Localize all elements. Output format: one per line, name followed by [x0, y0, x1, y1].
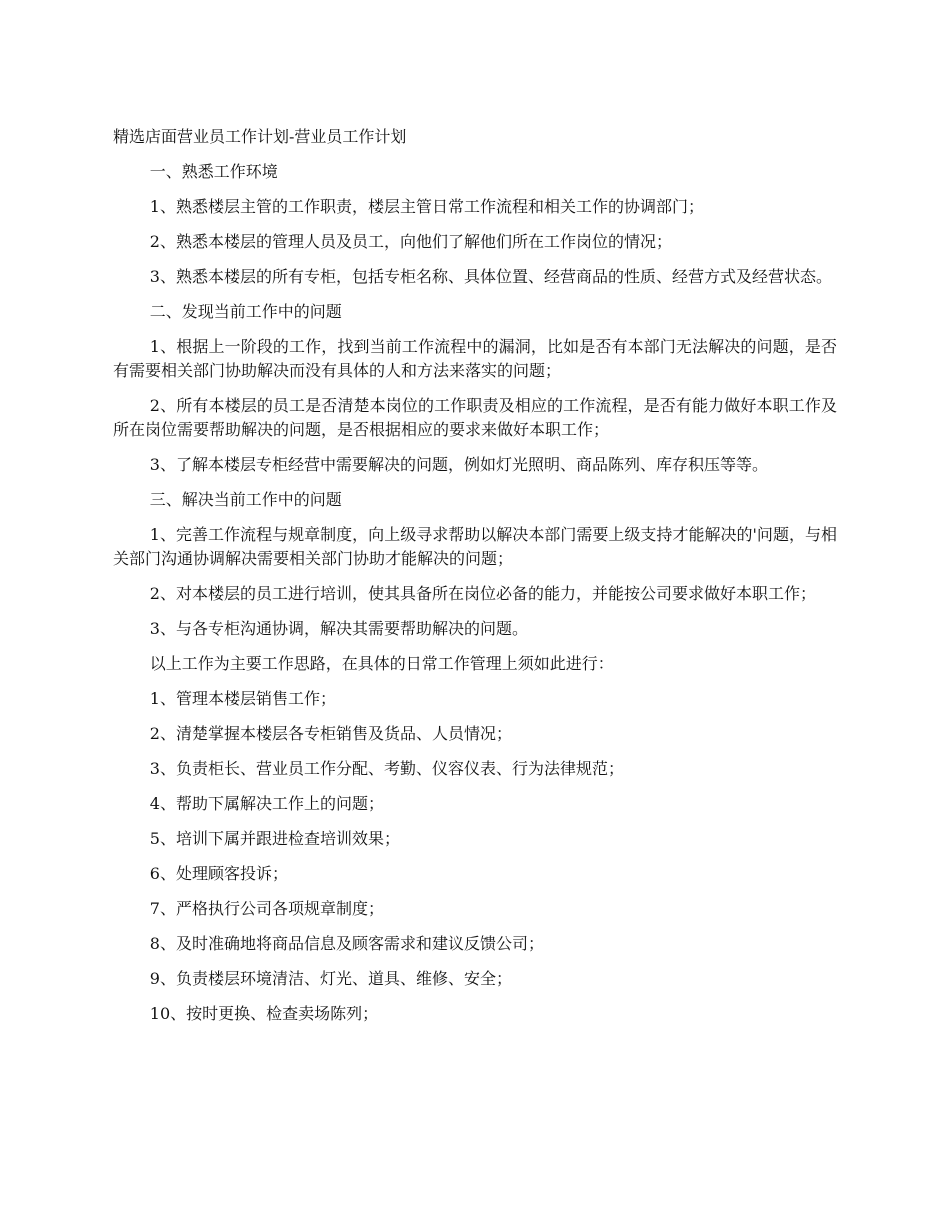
paragraph: 2、所有本楼层的员工是否清楚本岗位的工作职责及相应的工作流程，是否有能力做好本职工作及所在岗位需要帮助解决的问题，是否根据相应的要求来做好本职工作；	[113, 396, 837, 439]
section-heading-3: 三、解决当前工作中的问题	[149, 490, 342, 509]
paragraph: 3、与各专柜沟通协调，解决其需要帮助解决的问题。	[149, 619, 528, 638]
list-item: 3、负责柜长、营业员工作分配、考勤、仪容仪表、行为法律规范；	[149, 759, 624, 778]
list-item: 5、培训下属并跟进检查培训效果；	[149, 829, 400, 848]
document-title: 精选店面营业员工作计划-营业员工作计划	[113, 127, 407, 146]
list-item: 2、清楚掌握本楼层各专柜销售及货品、人员情况；	[149, 724, 512, 743]
list-item: 9、负责楼层环境清洁、灯光、道具、维修、安全；	[149, 969, 512, 988]
list-item: 8、及时准确地将商品信息及顾客需求和建议反馈公司；	[149, 934, 544, 953]
list-item: 1、管理本楼层销售工作；	[149, 689, 336, 708]
paragraph: 2、对本楼层的员工进行培训，使其具备所在岗位必备的能力，并能按公司要求做好本职工作；	[149, 584, 816, 603]
list-item: 7、严格执行公司各项规章制度；	[149, 899, 384, 918]
list-item: 10、按时更换、检查卖场陈列；	[149, 1004, 379, 1023]
section-heading-1: 一、熟悉工作环境	[149, 162, 278, 181]
paragraph: 3、熟悉本楼层的所有专柜，包括专柜名称、具体位置、经营商品的性质、经营方式及经营状态。	[149, 267, 832, 286]
paragraph: 1、熟悉楼层主管的工作职责，楼层主管日常工作流程和相关工作的协调部门；	[149, 197, 704, 216]
list-item: 4、帮助下属解决工作上的问题；	[149, 794, 384, 813]
paragraph: 3、了解本楼层专柜经营中需要解决的问题，例如灯光照明、商品陈列、库存积压等等。	[149, 455, 768, 474]
paragraph: 2、熟悉本楼层的管理人员及员工，向他们了解他们所在工作岗位的情况；	[149, 232, 672, 251]
paragraph: 以上工作为主要工作思路，在具体的日常工作管理上须如此进行：	[149, 654, 614, 673]
section-heading-2: 二、发现当前工作中的问题	[149, 302, 342, 321]
list-item: 6、处理顾客投诉；	[149, 864, 288, 883]
paragraph: 1、完善工作流程与规章制度，向上级寻求帮助以解决本部门需要上级支持才能解决的'问题，与相关部门沟通协调解决需要相关部门协助才能解决的问题；	[113, 525, 837, 568]
paragraph: 1、根据上一阶段的工作，找到当前工作流程中的漏洞，比如是否有本部门无法解决的问题，是否有需要相关部门协助解决而没有具体的人和方法来落实的问题；	[113, 337, 837, 380]
